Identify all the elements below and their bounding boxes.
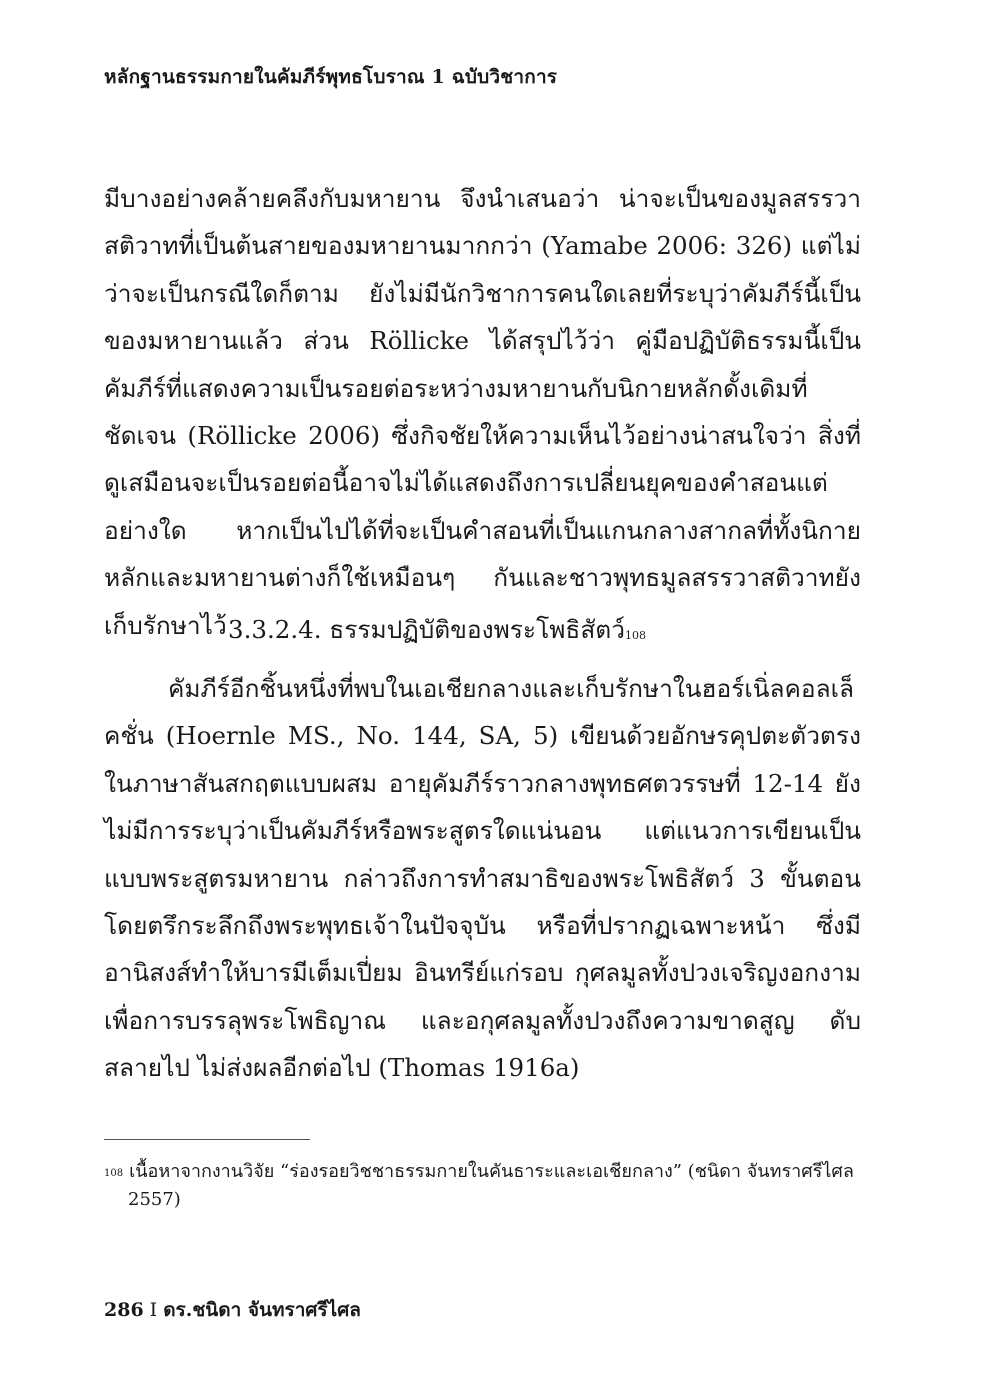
footnote-number: 108 [104, 1168, 124, 1179]
running-header: หลักฐานธรรมกายในคัมภีร์พุทธโบราณ 1 ฉบับวิชาการ [104, 66, 558, 88]
page-number: 286 [104, 1299, 144, 1321]
footnote-divider [104, 1139, 310, 1140]
paragraph-1: มีบางอย่างคล้ายคลึงกับมหายาน จึงนำเสนอว่า น่าจะเป็นของมูลสรรวาสติวาทที่เป็นต้นสายของมหายานมากกว่า (Yamabe 2006: 326) แต่ไม่ว่าจะเป็นกรณีใดก็ตาม ยังไม่มีนักวิชาการคนใดเลยที่ระบุว่าคัมภีร์นี้เป็นของมหายานแล้ว ส่วน Röllicke ได้สรุปไว้ว่า คู่มือปฏิบัติธรรมนี้เป็นคัมภีร์ที่แสดงความเป็นรอยต่อระหว่างมหายานกับนิกายหลักดั้งเดิมที่ชัดเจน (Röllicke 2006) ซึ่งกิจชัยให้ความเห็นไว้อย่างน่าสนใจว่า สิ่งที่ดูเสมือนจะเป็นรอยต่อนี้อาจไม่ได้แสดงถึงการเปลี่ยนยุคของคำสอนแต่อย่างใด หากเป็นไปได้ที่จะเป็นคำสอนที่เป็นแกนกลางสากลที่ทั้งนิกายหลักและมหายานต่างก็ใช้เหมือนๆ กันและชาวพุทธมูลสรรวาสติวาทยังเก็บรักษาไว้ [104, 184, 861, 640]
footer-separator: I [149, 1299, 158, 1321]
footnote-text-line2: 2557) [128, 1189, 181, 1210]
footnote-text-line1: เนื้อหาจากงานวิจัย “ร่องรอยวิชชาธรรมกายในคันธาระและเอเชียกลาง” (ชนิดา จันทราศรีไศล [129, 1161, 854, 1182]
footnote-ref[interactable]: 108 [624, 629, 646, 642]
footnote [104, 1158, 861, 1214]
section-heading [228, 606, 646, 653]
page-footer [104, 1295, 361, 1325]
paragraph-2: คัมภีร์อีกชิ้นหนึ่งที่พบในเอเชียกลางและเก็บรักษาในฮอร์เนิ่ลคอลเล็คชั่น (Hoernle MS., No. 144, SA, 5) เขียนด้วยอักษรคุปตะตัวตรง ในภาษาสันสกฤตแบบผสม อายุคัมภีร์ราวกลางพุทธศตวรรษที่ 12-14 ยังไม่มีการระบุว่าเป็นคัมภีร์หรือพระสูตรใดแน่นอน แต่แนวการเขียนเป็นแบบพระสูตรมหายาน กล่าวถึงการทำสมาธิของพระโพธิสัตว์ 3 ขั้นตอน โดยตรึกระลึกถึงพระพุทธเจ้าในปัจจุบัน หรือที่ปรากฏเฉพาะหน้า ซึ่งมีอานิสงส์ทำให้บารมีเต็มเปี่ยม อินทรีย์แก่รอบ กุศลมูลทั้งปวงเจริญงอกงามเพื่อการบรรลุพระโพธิญาณ และอกุศลมูลทั้งปวงถึงความขาดสูญ ดับสลายไป ไม่ส่งผลอีกต่อไป (Thomas 1916a) [104, 674, 861, 1083]
section-heading-text: 3.3.2.4. ธรรมปฏิบัติของพระโพธิสัตว์ [228, 615, 625, 644]
footer-author: ดร.ชนิดา จันทราศรีไศล [163, 1299, 361, 1321]
